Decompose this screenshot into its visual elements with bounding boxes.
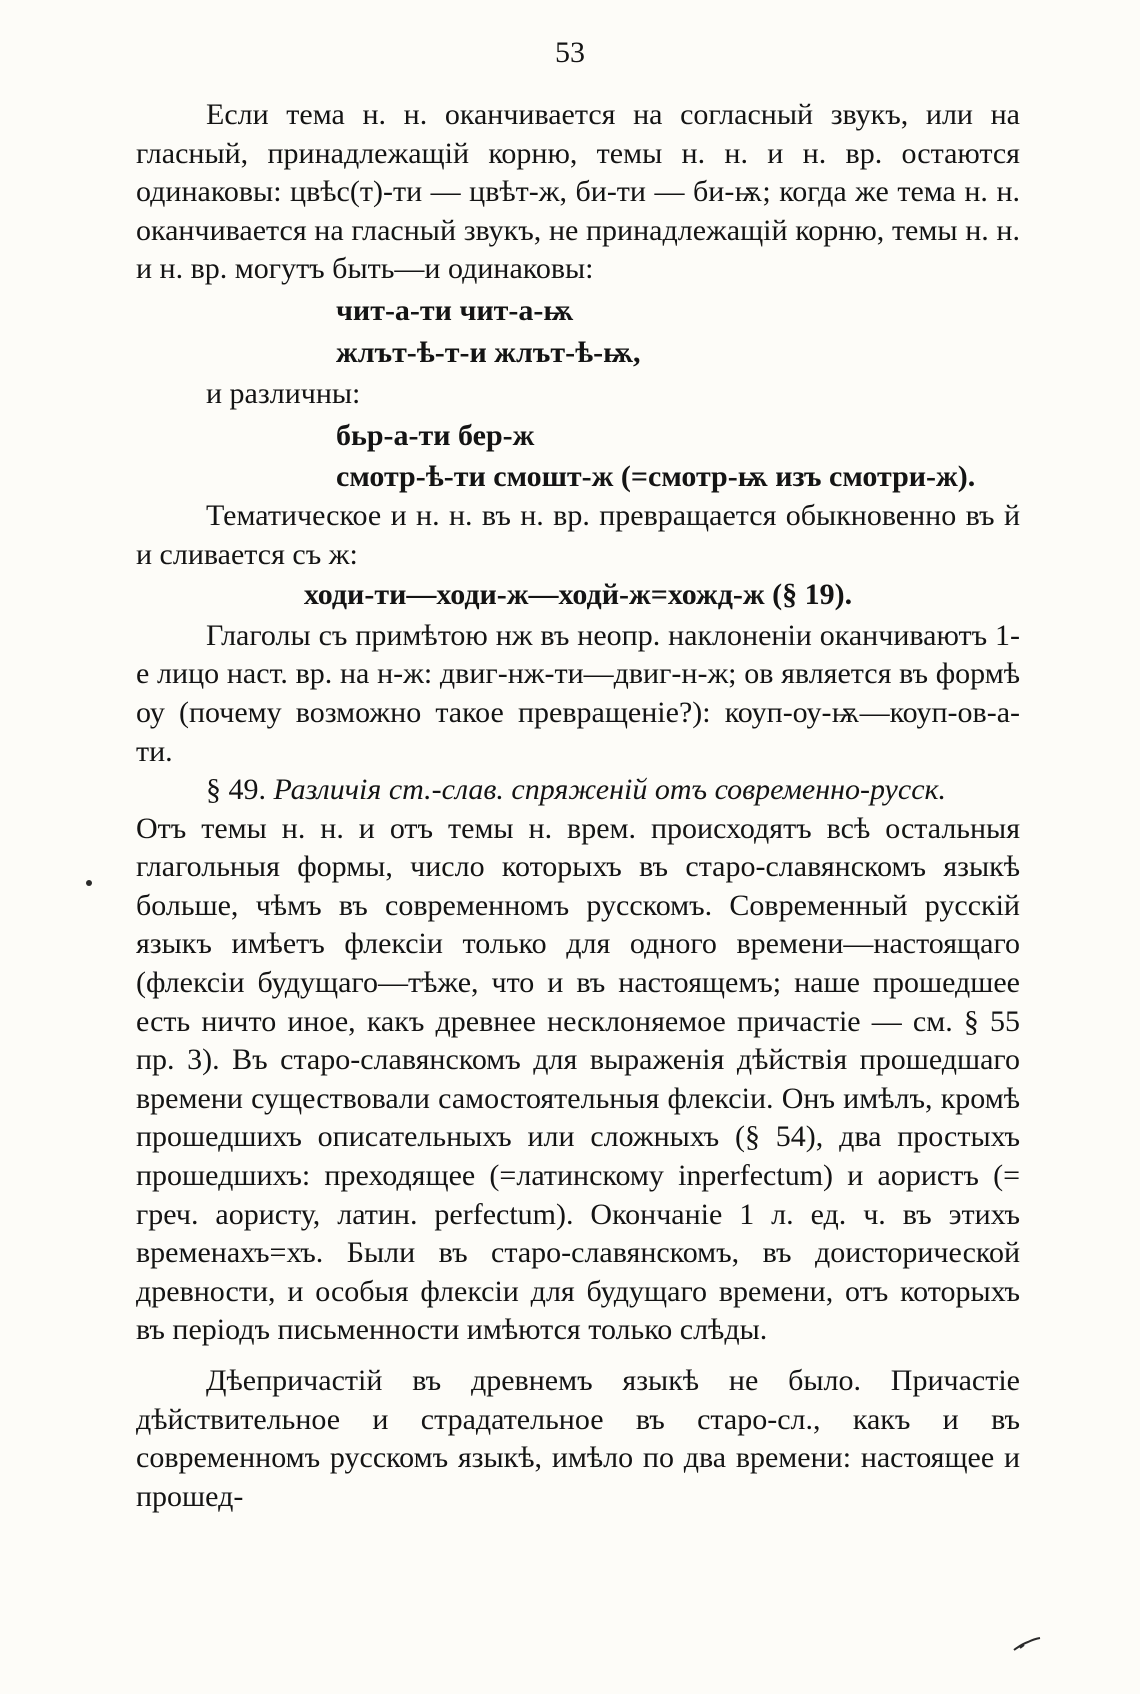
margin-scribble: [1010, 1630, 1050, 1654]
section-heading: [136, 771, 1020, 810]
paragraph-1: Если тема н. н. оканчивается на согласный звукъ, или на гласный, принадлежащій корню, темы н. н. и н. вр. остаются одинаковы: цвѣс(т)-ти — цвѣт-ж, би-ти — би-ѭ; когда же тема н. н. оканчивается на гласный звукъ, не принадлежащій корню, темы н. н. и н. вр. могутъ быть—и одинаковы:: [136, 98, 1020, 286]
example-1-line-1: чит-а-ти чит-а-ѭ: [336, 293, 574, 327]
section-number: § 49.: [206, 773, 266, 807]
page-body: [136, 96, 1020, 1516]
example-2-line-1: бьр-а-ти бер-ж: [336, 418, 535, 452]
page-number: 53: [555, 36, 585, 69]
margin-dot: [86, 880, 92, 886]
paragraph-2: Тематическое и н. н. въ н. вр. превращается обыкновенно въ й и сливается съ ж:: [136, 498, 1020, 571]
example-3: ходи-ти—ходи-ж—ходй-ж=хожд-ж (§ 19).: [303, 578, 853, 612]
example-2-line-2: смотр-ѣ-ти смошт-ж (=смотр-ѭ изъ смотри-ж).: [336, 460, 976, 494]
example-1-line-2: жлът-ѣ-т-и жлът-ѣ-ѭ,: [336, 335, 641, 369]
paragraph-5: Дѣепричастій въ древнемъ языкѣ не было. Причастіе дѣйствительное и страдательное въ старо-сл., какъ и въ современномъ русскомъ языкѣ, имѣло по два времени: настоящее и прошед-: [136, 1364, 1020, 1513]
paragraph-3: Глаголы съ примѣтою нж въ неопр. наклоненіи оканчиваютъ 1-е лицо наст. вр. на н-ж: двиг-нж-ти—двиг-н-ж; ов является въ формѣ оу (почему возможно такое превращеніе?): коуп-оу-ѭ—коуп-ов-а-ти.: [136, 618, 1020, 768]
section-title: Различія ст.-слав. спряженій отъ современно-русск.: [273, 773, 947, 807]
paragraph-4: Отъ темы н. н. и отъ темы н. врем. происходятъ всѣ остальныя глагольныя формы, число которыхъ въ старо-славянскомъ языкѣ больше, чѣмъ въ современномъ русскомъ. Современный русскій языкъ имѣетъ флексіи только для одного времени—настоящаго (флексіи будущаго—тѣже, что и въ настоящемъ; наше прошедшее есть ничто иное, какъ древнее несклоняемое причастіе — см. § 55 пр. 3). Въ старо-славянскомъ для выраженія дѣйствія прошедшаго времени существовали самостоятельныя флексіи. Онъ имѣлъ, кромѣ прошедшихъ описательныхъ или сложныхъ (§ 54), два простыхъ прошедшихъ: преходящее (=латинскому inperfectum) и аористъ (= греч. аористу, латин. perfectum). Окончаніе 1 л. ед. ч. въ этихъ временахъ=хъ. Были въ старо-славянскомъ, въ доисторической древности, и особыя флексіи для будущаго времени, отъ которыхъ въ періодъ письменности имѣются только слѣды.: [136, 811, 1020, 1347]
different-label: и различны:: [206, 377, 361, 411]
